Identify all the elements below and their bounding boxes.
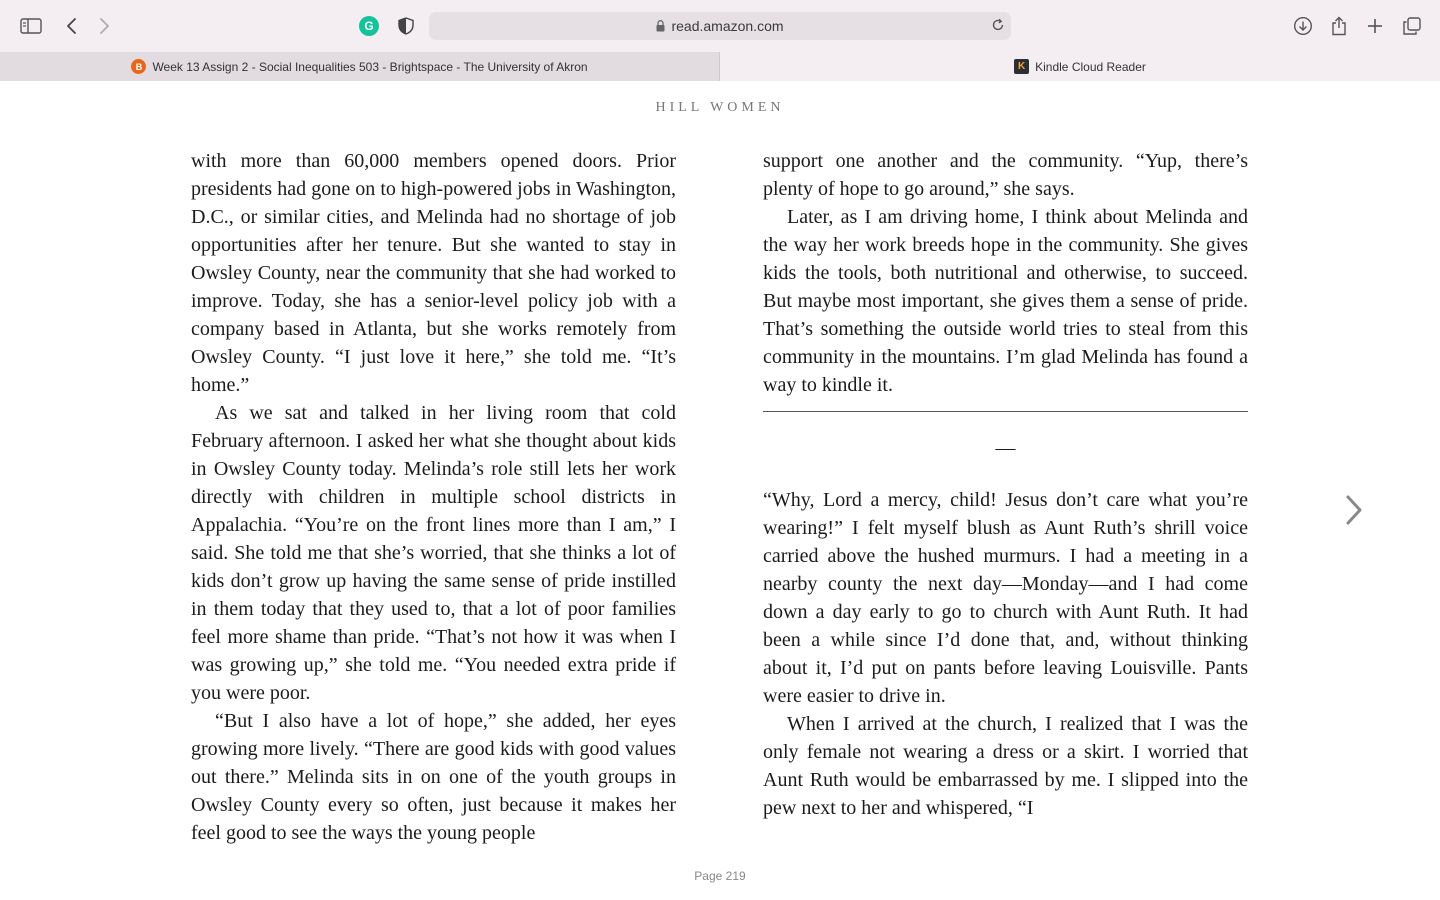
paragraph: with more than 60,000 members opened doors. Prior presidents had gone on to high-powered jobs in Washington, D.C., or similar cities, and Melinda had no shortage of job opportunities after her tenure. But she wanted to stay in Owsley County, near the community that she had worked to improve. Today, she has a senior-level policy job with a company based in Atlanta, but she works remotely from Owsley County. “I just love it here,” she told me. “It’s home.” <box>191 150 676 396</box>
lock-icon <box>656 20 665 32</box>
tab-kindle-cloud-reader[interactable] <box>720 52 1440 81</box>
book-title: HILL WOMEN <box>655 100 785 115</box>
tab-label: Week 13 Assign 2 - Social Inequalities 503 - Brightspace - The University of Akron <box>152 59 588 74</box>
downloads-icon[interactable] <box>1289 12 1317 40</box>
share-icon[interactable] <box>1325 12 1353 40</box>
reload-icon[interactable] <box>991 18 1005 32</box>
paragraph: support one another and the community. “Yup, there’s plenty of hope to go around,” she says. <box>763 150 1248 200</box>
url-text: read.amazon.com <box>671 18 784 34</box>
brightspace-favicon-icon: B <box>131 59 146 74</box>
sidebar-toggle-icon[interactable] <box>17 12 45 40</box>
tab-brightspace[interactable] <box>0 52 720 81</box>
back-arrow-icon[interactable] <box>57 12 85 40</box>
address-bar[interactable] <box>429 12 1011 40</box>
privacy-shield-icon[interactable] <box>396 16 416 36</box>
paragraph: As we sat and talked in her living room that cold February afternoon. I asked her what she thought about kids in Owsley County today. Melinda’s role still lets her work directly with children in multiple school districts in Appalachia. “You’re on the front lines more than I am,” I said. She told me that she’s worried, that she thinks a lot of kids don’t grow up having the same sense of pride instilled in them today that they used to, that a lot of poor families feel more shame than pride. “That’s not how it was when I was growing up,” she told me. “You needed extra pride if you were poor. <box>191 402 676 704</box>
right-page-column <box>763 147 1248 822</box>
tab-bar <box>0 52 1440 81</box>
section-break-mark: — <box>995 437 1016 459</box>
kindle-favicon-icon: K <box>1014 59 1029 74</box>
tab-label: Kindle Cloud Reader <box>1035 59 1146 74</box>
tab-overview-icon[interactable] <box>1398 12 1426 40</box>
page-number: Page 219 <box>694 869 746 883</box>
section-divider-line <box>763 411 1248 412</box>
paragraph: Later, as I am driving home, I think about Melinda and the way her work breeds hope in the community. She gives kids the tools, both nutritional and otherwise, to succeed. But maybe most important, she gives them a sense of pride. That’s something the outside world tries to steal from this community in the mountains. I’m glad Melinda has found a way to kindle it. <box>763 206 1248 396</box>
left-page-column <box>191 147 676 847</box>
grammarly-extension-icon[interactable]: G <box>359 16 379 36</box>
next-page-chevron-icon[interactable] <box>1340 492 1368 528</box>
paragraph: When I arrived at the church, I realized that I was the only female not wearing a dress or a skirt. I worried that Aunt Ruth would be embarrassed by me. I slipped into the pew next to her and whispered, “I <box>763 713 1248 819</box>
paragraph: “But I also have a lot of hope,” she added, her eyes growing more lively. “There are good kids with good values out there.” Melinda sits in on one of the youth groups in Owsley County every so often, just because it makes her feel good to see the ways the young people <box>191 710 676 844</box>
paragraph: “Why, Lord a mercy, child! Jesus don’t care what you’re wearing!” I felt myself blush as Aunt Ruth’s shrill voice carried above the hushed murmurs. I had a meeting in a nearby county the next day—Monday—and I had come down a day early to go to church with Aunt Ruth. It had been a while since I’d done that, and, without thinking about it, I’d put on pants before leaving Louisville. Pants were easier to drive in. <box>763 489 1248 707</box>
new-tab-plus-icon[interactable] <box>1361 12 1389 40</box>
browser-toolbar <box>0 0 1440 52</box>
forward-arrow-icon[interactable] <box>91 12 119 40</box>
